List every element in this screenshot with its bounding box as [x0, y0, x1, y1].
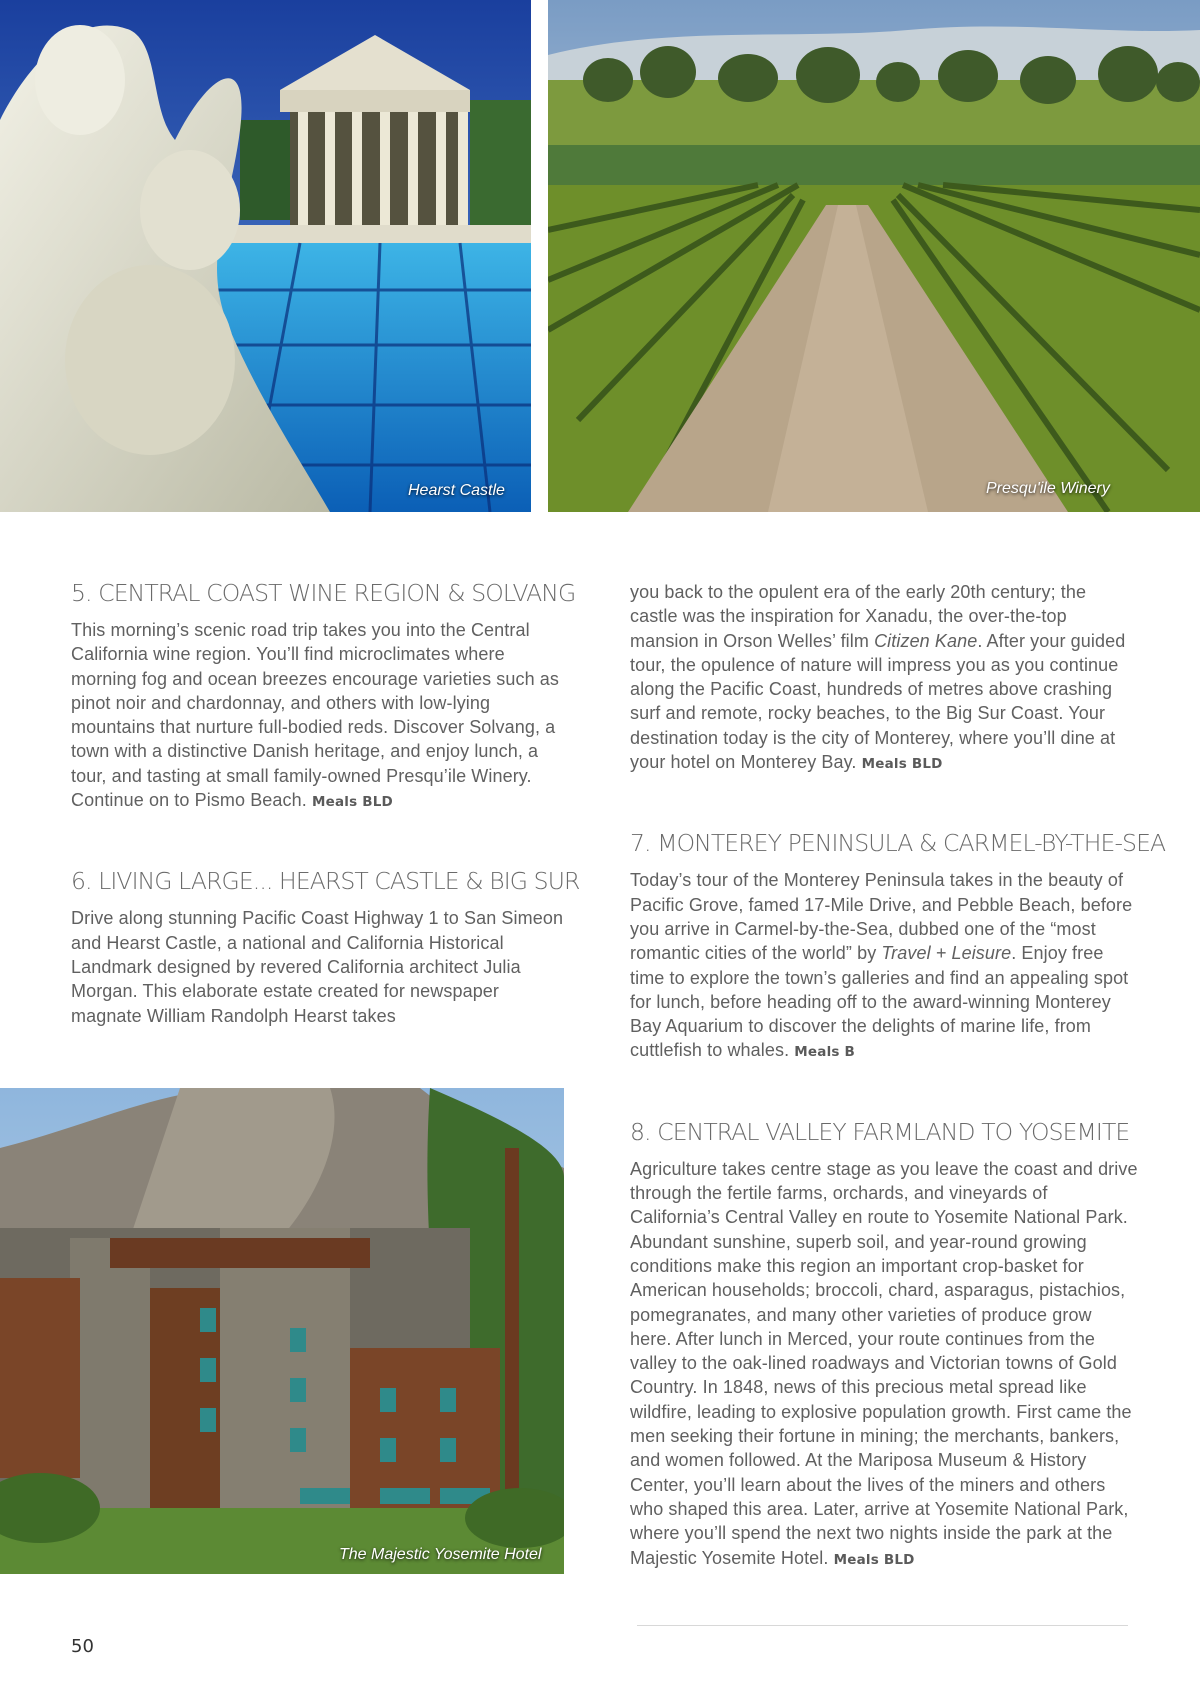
page-number: 50: [71, 1636, 94, 1657]
section-text: . After your guided tour, the opulence of nature will impress you as you continue along the Pacific Coast, hundreds of metres above crashing surf and remote, rocky beaches, to the Big Sur Coast. Your destination today is the city of Monterey, where you’ll dine at your hotel on Monterey Bay.: [630, 630, 1126, 773]
day-5-section: [71, 578, 576, 814]
day-6-section: [71, 866, 580, 1027]
day-7-section: [630, 828, 1166, 1064]
section-body-continued: [630, 580, 1138, 776]
section-text: you back to the opulent era of the early 20th century; the castle was the inspiration for Xanadu, the over-the-top mansion in Orson Welles’ film: [630, 582, 1087, 651]
photo-caption: Presqu'ile Winery: [986, 480, 1110, 497]
winery-photo: [548, 0, 1200, 512]
section-body: [630, 1157, 1138, 1572]
photo-caption: Hearst Castle: [408, 482, 505, 499]
section-title: 7. MONTEREY PENINSULA & CARMEL-BY-THE-SEA: [630, 829, 1166, 858]
section-body: [630, 868, 1138, 1064]
section-title: 8. CENTRAL VALLEY FARMLAND TO YOSEMITE: [630, 1117, 1130, 1146]
section-text: . Enjoy free time to explore the town’s galleries and find an appealing spot for lunch, before heading off to the award-winning Monterey Bay Aquarium to discover the delights of marine life, from cuttlefish to whales.: [630, 943, 1129, 1061]
meals-label: Meals B: [794, 1044, 856, 1061]
meals-label: Meals BLD: [833, 1551, 915, 1568]
section-body: [71, 618, 571, 814]
meals-label: Meals BLD: [311, 794, 393, 811]
yosemite-hotel-photo: [0, 1088, 564, 1574]
magazine-title: Travel + Leisure: [881, 943, 1012, 964]
film-title: Citizen Kane: [874, 630, 978, 651]
section-text: This morning’s scenic road trip takes you into the Central California wine region. You’ll find microclimates where morning fog and ocean breezes encourage varieties such as pinot noir and chardonnay, and others with low-lying mountains that nurture full-bodied reds. Discover Solvang, a town with a distinctive Danish heritage, and enjoy lunch, a tour, and tasting at small family-owned Presqu’ile Winery. Continue on to Pismo Beach.: [71, 620, 559, 811]
right-column: [630, 580, 1166, 1624]
section-body: Drive along stunning Pacific Coast Highway 1 to San Simeon and Hearst Castle, a national and California Historical Landmark designed by revered California architect Julia Morgan. This elaborate estate created for newspaper magnate William Randolph Hearst takes: [71, 908, 564, 1026]
section-text: Agriculture takes centre stage as you leave the coast and drive through the fertile farms, orchards, and vineyards of California’s Central Valley en route to Yosemite National Park. Abundant sunshine, superb soil, and year-round growing conditions make this region an important crop-basket for American households; broccoli, chard, asparagus, pistachios, pomegranates, and many other varieties of produce grow here. After lunch in Merced, your route continues from the valley to the oak-lined roadways and Victorian towns of Gold Country. In 1848, news of this precious metal spread like wildfire, leading to explosive population growth. First came the men seeking their fortune in mining; the merchants, bankers, and women followed. At the Mariposa Museum & History Center, you’ll learn about the lives of the miners and others who shaped this area. Later, arrive at Yosemite National Park, where you’ll spend the next two nights inside the park at the Majestic Yosemite Hotel.: [630, 1158, 1138, 1568]
hearst-castle-photo: [0, 0, 531, 512]
section-title: 6. LIVING LARGE... HEARST CASTLE & BIG SUR: [71, 867, 580, 896]
day-6-continued: [630, 580, 1138, 776]
photo-caption: The Majestic Yosemite Hotel: [339, 1546, 542, 1563]
section-title: 5. CENTRAL COAST WINE REGION & SOLVANG: [71, 579, 576, 607]
left-column: [71, 578, 580, 1080]
day-8-section: [630, 1117, 1138, 1572]
footer-divider: [637, 1625, 1128, 1626]
section-text: Today’s tour of the Monterey Peninsula takes in the beauty of Pacific Grove, famed 17-Mile Drive, and Pebble Beach, before you arrive in Carmel-by-the-Sea, dubbed one of the “most romantic cities of the world” by: [630, 870, 1133, 964]
meals-label: Meals BLD: [861, 756, 943, 773]
